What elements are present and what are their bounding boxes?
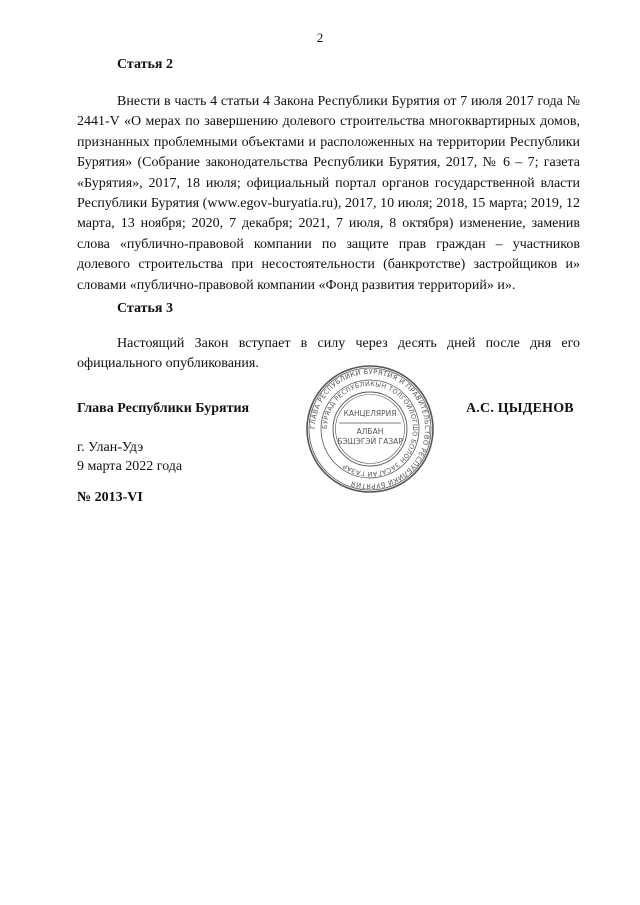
signatory-position: Глава Республики Бурятия — [77, 401, 250, 416]
seal-inner-ring-text: БУРЯАД РЕСПУБЛИКЫН ТОЛГОЙЛОГШО БОЛОН ЗАСАГАЙ ГАЗАР — [320, 379, 420, 479]
article-2-heading: Статья 2 — [117, 57, 173, 72]
article-2-text: Внести в часть 4 статьи 4 Закона Республики Бурятия от 7 июля 2017 года № 2441-V «О мерах по завершению долевого строительства многоквартирных домов, признанных проблемными объектами и расположенных на территории Республики Бурятия» (Собрание законодательства Республики Бурятия, 2017, № 6 – 7; газета «Бурятия», 2017, 18 июля; официальный портал органов государственной власти Республики Бурятия (www.egov-buryatia.ru), 2017, 10 июля; 2018, 15 марта; 2019, 12 марта, 13 ноября; 2020, 7 декабря; 2021, 7 июля, 8 октября) изменение, заменив слова «публично-правовой компании по защите прав граждан – участников долевого строительства при несостоятельности (банкротстве) застройщиков и» словами «публично-правовой компании «Фонд развития территорий» и». — [77, 94, 580, 293]
seal-center-line-2: АЛБАН — [356, 427, 384, 436]
seal-center-line-3: БЭШЭГЭЙ ГАЗАР — [337, 437, 403, 446]
signing-place-date — [77, 438, 182, 476]
signing-place: г. Улан-Удэ — [77, 440, 144, 455]
seal-outer-ring-text: ГЛАВА РЕСПУБЛИКИ БУРЯТИЯ И ПРАВИТЕЛЬСТВО РЕСПУБЛИКИ БУРЯТИЯ — [308, 367, 432, 491]
seal-center-line-1: КАНЦЕЛЯРИЯ — [343, 409, 397, 418]
signatory-name: А.С. ЦЫДЕНОВ — [466, 401, 574, 416]
law-number: № 2013-VI — [77, 490, 143, 505]
signing-date: 9 марта 2022 года — [77, 459, 183, 474]
official-seal-stamp — [305, 364, 435, 494]
article-3-heading: Статья 3 — [117, 301, 173, 316]
page-number: 2 — [316, 30, 324, 45]
article-3-text: Настоящий Закон вступает в силу через десять дней после дня его официального опубликования. — [77, 336, 580, 372]
